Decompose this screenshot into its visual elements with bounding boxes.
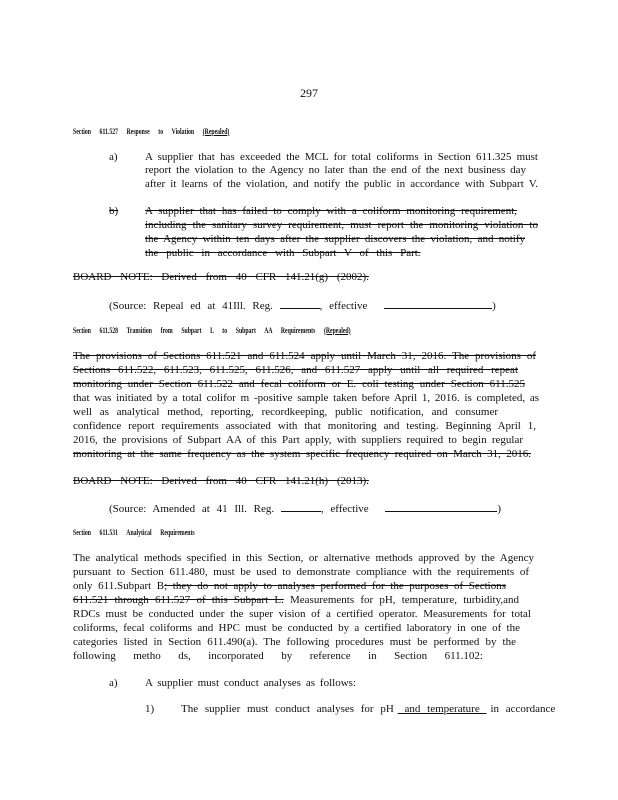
- s527-effective-label: effective: [329, 300, 368, 312]
- s531-para-line-2: pursuant to Section 611.480, must be used to demonstrate compliance with the requirements of: [73, 566, 529, 578]
- section-611-528-repealed: (Repealed): [323, 326, 351, 335]
- s527-b-label: b): [109, 205, 119, 217]
- s531-i-text: [181, 703, 555, 716]
- s531-line-4-text: Measurements for pH, temperature, turbidity,and: [283, 594, 519, 606]
- s527-a-line-3: after it learns of the violation, and notify the public in accordance with Subpart V.: [145, 178, 538, 190]
- s531-i-post: in accordance: [490, 703, 556, 715]
- section-611-528-title: Section 611.528 Transition from Subpart L to Subpart AA Requirements: [73, 326, 324, 335]
- s528-para-line-3: monitoring under Section 611.522 and fecal coliform or E. coli testing under Section 611.525: [73, 378, 525, 390]
- s531-para-line-5: RDCs must be conducted under the super vision of a certified operator. Measurements for total: [73, 608, 531, 620]
- s528-para-line-1: The provisions of Sections 611.521 and 611.524 apply until March 31, 2016. The provisions of: [73, 350, 536, 362]
- s528-para-line-5: well as analytical method, reporting, recordkeeping, public notification, and consumer: [73, 406, 498, 418]
- s527-b-line-4: the public in accordance with Subpart V of this Part.: [145, 247, 421, 259]
- s531-para-line-7: categories listed in Section 611.490(a). The following procedures must be performed by the: [73, 636, 516, 648]
- s531-line-4-struck: 611.521 through 611.527 of this Subpart L.: [73, 594, 284, 606]
- section-611-528-heading: [73, 326, 372, 335]
- s531-i-underlined: and temperature: [397, 703, 487, 715]
- section-611-527-repealed: (Repealed): [202, 127, 230, 136]
- s528-para-line-6: confidence report requirements associated with that monitoring and testing. Beginning April 1,: [73, 420, 536, 432]
- s528-para-line-8: monitoring at the same frequency as the system specific frequency required on March 31, 2016.: [73, 448, 531, 460]
- s527-reg-blank: [280, 298, 320, 309]
- s527-board-note: BOARD NOTE: Derived from 40 CFR 141.21(g) (2002).: [73, 271, 369, 283]
- s528-effective-blank: [385, 501, 497, 512]
- s528-source-note: (Source: Amended at 41 Ill. Reg. , effective ): [109, 503, 502, 515]
- s527-b-line-3: the Agency within ten days after the supplier discovers the violation, and notify: [145, 233, 525, 245]
- page-number: 297: [300, 86, 318, 100]
- s527-effective-blank: [384, 298, 492, 309]
- s531-para-line-8: following metho ds, incorporated by reference in Section 611.102:: [73, 650, 483, 662]
- s527-a-label: a): [109, 151, 118, 163]
- s531-para-line-1: The analytical methods specified in this Section, or alternative methods approved by the Agency: [73, 552, 534, 564]
- s531-i-label: 1): [145, 703, 155, 715]
- s528-para-line-4: that was initiated by a total colifor m -positive sample taken before April 1, 2016. is completed, as: [73, 392, 539, 404]
- s528-para-line-2: Sections 611.522, 611.523, 611.525, 611.526, and 611.527 apply until all required repeat: [73, 364, 518, 376]
- s531-line-3-text: only 611.Subpart B: [73, 580, 165, 592]
- section-611-527-heading: [73, 127, 251, 136]
- s528-board-note: BOARD NOTE: Derived from 40 CFR 141.21(h) (2013).: [73, 475, 369, 487]
- s531-line-3-struck: ; they do not apply to analyses performed for the purposes of Sections: [164, 580, 506, 592]
- s527-b-line-1: A supplier that has failed to comply with a coliform monitoring requirement,: [145, 205, 517, 217]
- s528-source-close: ): [497, 503, 502, 515]
- s531-i-pre: The supplier must conduct analyses for pH: [181, 703, 394, 715]
- s528-source-label: (Source: Amended at 41 Ill. Reg.: [109, 503, 275, 515]
- s531-a-label: a): [109, 677, 118, 689]
- s527-source-label: (Source: Repeal ed at 41Ill. Reg.: [109, 300, 273, 312]
- s528-para-line-7: 2016, the provisions of Subpart AA of this Part apply, with suppliers required to begin regular: [73, 434, 523, 446]
- s531-para-line-6: coliforms, fecal coliforms and HPC must be conducted by a certified laboratory in one of the: [73, 622, 520, 634]
- s527-b-line-2: including the sanitary survey requirement, must report the monitoring violation to: [145, 219, 538, 231]
- s531-para-line-3: [73, 580, 506, 593]
- section-611-527-title: Section 611.527 Response to Violation: [73, 127, 203, 136]
- section-611-531-heading: Section 611.531 Analytical Requirements: [73, 528, 195, 537]
- s527-a-line-2: report the violation to the Agency no later than the end of the next business day: [145, 164, 526, 176]
- s528-reg-blank: [281, 501, 321, 512]
- s531-a-text: A supplier must conduct analyses as follows:: [145, 677, 356, 689]
- s527-source-note: (Source: Repeal ed at 41Ill. Reg. , effective ): [109, 300, 496, 312]
- s527-a-line-1: A supplier that has exceeded the MCL for total coliforms in Section 611.325 must: [145, 151, 538, 163]
- s531-para-line-4: [73, 594, 519, 607]
- s527-source-close: ): [492, 300, 496, 312]
- s528-effective-label: effective: [330, 503, 369, 515]
